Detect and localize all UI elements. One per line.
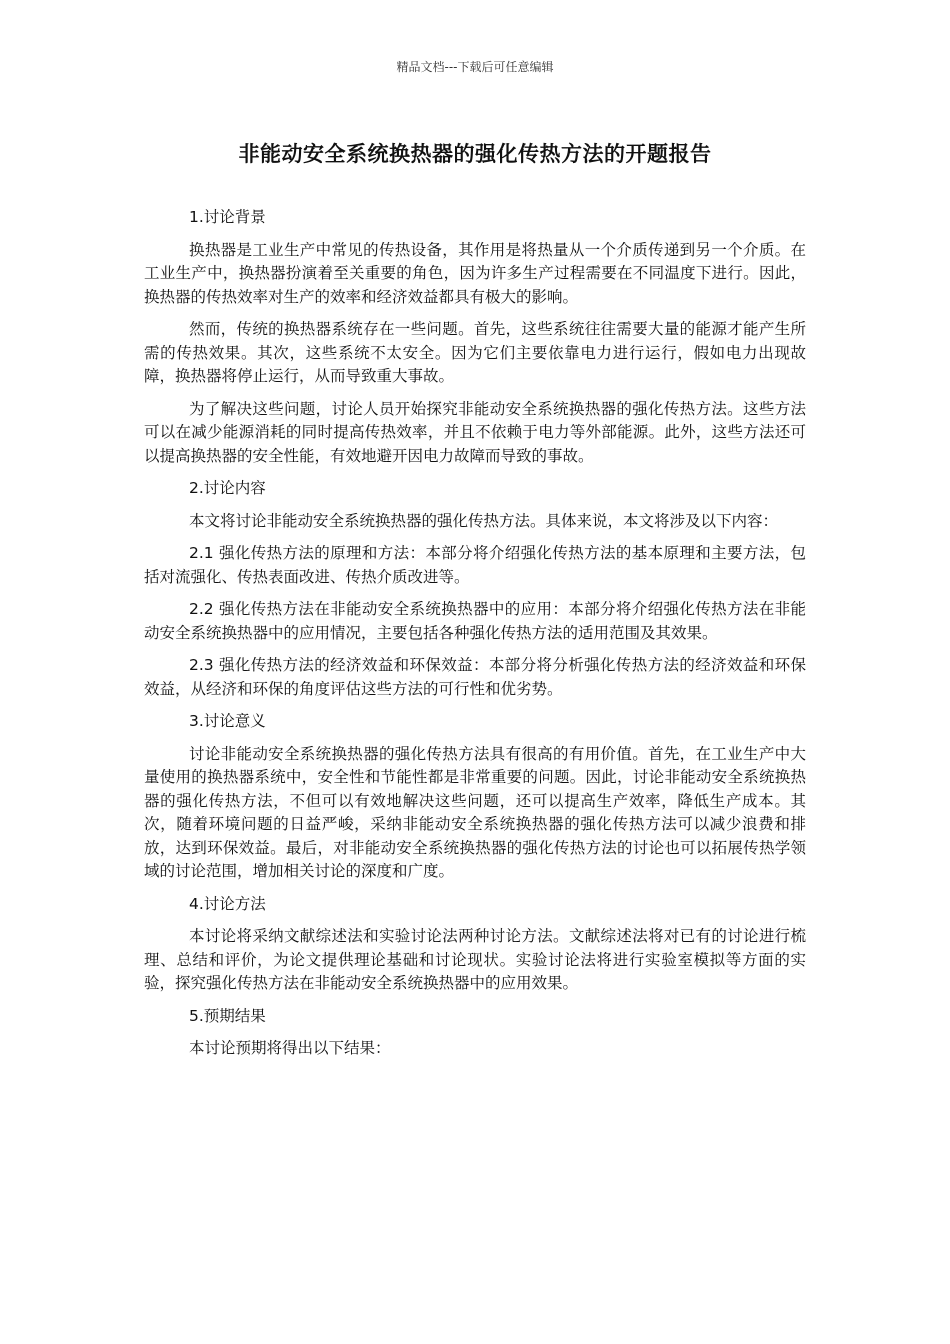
- section-heading-content: 2.讨论内容: [189, 479, 266, 497]
- section-heading-background: 1.讨论背景: [189, 208, 266, 226]
- paragraph: 本讨论预期将得出以下结果：: [189, 1039, 391, 1057]
- paragraph: 本文将讨论非能动安全系统换热器的强化传热方法。具体来说，本文将涉及以下内容：: [189, 511, 779, 530]
- paragraph: 然而，传统的换热器系统存在一些问题。首先，这些系统往往需要大量的能源才能产生所需的传热效果。其次，这些系统不太安全。因为它们主要依靠电力进行运行，假如电力出现故障，换热器将停止运行，从而导致重大事故。: [144, 320, 806, 385]
- paragraph: 换热器是工业生产中常见的传热设备，其作用是将热量从一个介质传递到另一个介质。在工业生产中，换热器扮演着至关重要的角色，因为许多生产过程需要在不同温度下进行。因此，换热器的传热效率对生产的效率和经济效益都具有极大的影响。: [144, 240, 806, 306]
- document-body: [144, 206, 806, 1070]
- paragraph: 本讨论将采纳文献综述法和实验讨论法两种讨论方法。文献综述法将对已有的讨论进行梳理、总结和评价，为论文提供理论基础和讨论现状。实验讨论法将进行实验室模拟等方面的实验，探究强化传热方法在非能动安全系统换热器中的应用效果。: [144, 927, 806, 992]
- document-title: 非能动安全系统换热器的强化传热方法的开题报告: [238, 142, 712, 166]
- paragraph: 讨论非能动安全系统换热器的强化传热方法具有很高的有用价值。首先，在工业生产中大量使用的换热器系统中，安全性和节能性都是非常重要的问题。因此，讨论非能动安全系统换热器的强化传热方法，不但可以有效地解决这些问题，还可以提高生产效率，降低生产成本。其次，随着环境问题的日益严峻，采纳非能动安全系统换热器的强化传热方法可以减少浪费和排放，达到环保效益。最后，对非能动安全系统换热器的强化传热方法的讨论也可以拓展传热学领域的讨论范围，增加相关讨论的深度和广度。: [144, 744, 806, 880]
- section-heading-methods: 4.讨论方法: [189, 894, 266, 913]
- section-heading-expected-results: 5.预期结果: [189, 1006, 266, 1025]
- paragraph: 为了解决这些问题，讨论人员开始探究非能动安全系统换热器的强化传热方法。这些方法可以在减少能源消耗的同时提高传热效率，并且不依赖于电力等外部能源。此外，这些方法还可以提高换热器的安全性能，有效地避开因电力故障而导致的事故。: [144, 399, 806, 465]
- subsection-paragraph: 2.3 强化传热方法的经济效益和环保效益：本部分将分析强化传热方法的经济效益和环保效益，从经济和环保的角度评估这些方法的可行性和优劣势。: [144, 656, 806, 698]
- subsection-paragraph: 2.2 强化传热方法在非能动安全系统换热器中的应用：本部分将介绍强化传热方法在非能动安全系统换热器中的应用情况，主要包括各种强化传热方法的适用范围及其效果。: [144, 600, 806, 642]
- page-header: 精品文档---下载后可任意编辑: [396, 60, 554, 74]
- section-heading-significance: 3.讨论意义: [189, 712, 266, 730]
- subsection-paragraph: 2.1 强化传热方法的原理和方法：本部分将介绍强化传热方法的基本原理和主要方法，包括对流强化、传热表面改进、传热介质改进等。: [144, 544, 806, 586]
